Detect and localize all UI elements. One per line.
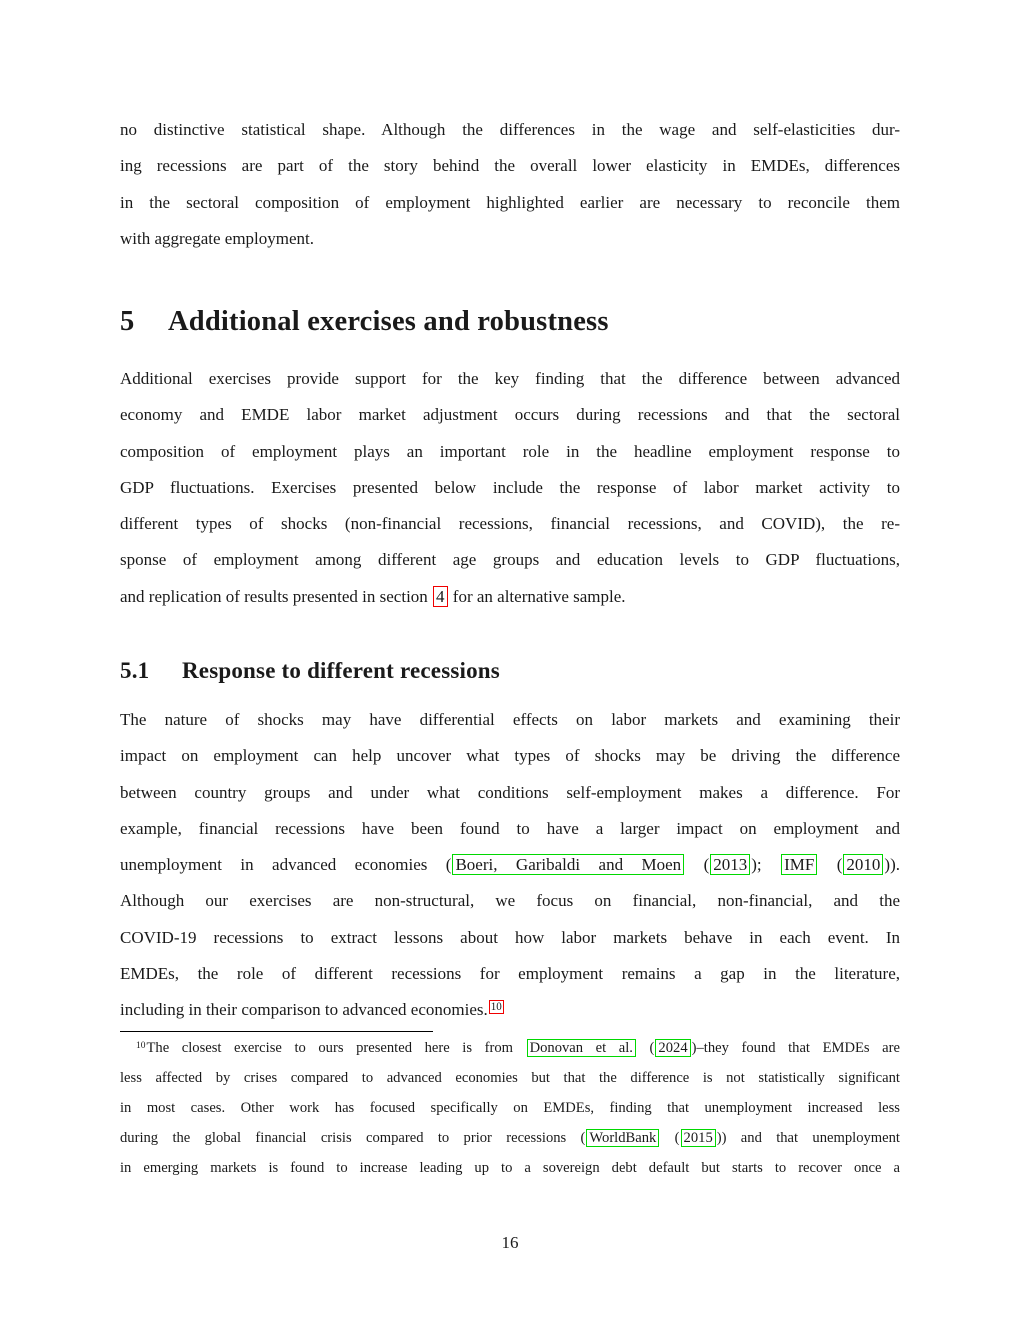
text-segment: ( — [660, 1130, 680, 1146]
text-segment: less affected by crises compared to advanced economies but that the difference is not statistically significant — [120, 1070, 900, 1086]
footnote-rule — [120, 1031, 433, 1032]
text-segment: for an alternative sample. — [448, 586, 626, 606]
paragraph-section5 — [120, 361, 900, 615]
text-segment: Although our exercises are non-structural, we focus on financial, non-financial, and the — [120, 891, 900, 911]
text-segment: in the sectoral composition of employment highlighted earlier are necessary to reconcile them — [120, 192, 900, 212]
text-line — [120, 1033, 900, 1063]
text-segment: )–they found that EMDEs are — [691, 1040, 900, 1056]
text-line — [120, 1093, 900, 1123]
text-line — [120, 956, 900, 992]
section-title: Additional exercises and robustness — [168, 306, 609, 337]
text-segment: The nature of shocks may have differential effects on labor markets and examining their — [120, 710, 900, 729]
subsection-5-1-heading — [120, 657, 900, 685]
text-segment: ( — [636, 1040, 655, 1056]
citation-boeri-garibaldi-moen[interactable]: Boeri, Garibaldi and Moen — [452, 854, 684, 875]
citation-year-2013[interactable]: 2013 — [710, 854, 750, 875]
citation-donovan-et-al[interactable]: Donovan et al. — [527, 1039, 636, 1057]
text-line — [120, 738, 900, 774]
text-segment: in most cases. Other work has focused specifically on EMDEs, finding that unemployment increased less — [120, 1100, 900, 1116]
text-line — [120, 883, 900, 919]
section-5-heading — [120, 305, 900, 339]
text-segment: example, financial recessions have been found to have a larger impact on employment and — [120, 818, 900, 838]
citation-year-2024[interactable]: 2024 — [655, 1039, 690, 1057]
text-line — [120, 1123, 900, 1153]
text-line — [120, 112, 900, 148]
text-segment: composition of employment plays an important role in the headline employment response to — [120, 441, 900, 461]
text-line — [120, 148, 900, 184]
text-line — [120, 811, 900, 847]
text-segment: ); — [751, 855, 781, 875]
text-segment: GDP fluctuations. Exercises presented below include the response of labor market activity to — [120, 477, 900, 497]
text-segment: )) and that unemployment — [716, 1130, 900, 1146]
subsection-number: 5.1 — [120, 658, 150, 683]
footnote-10 — [120, 1033, 900, 1183]
text-segment: ( — [818, 855, 843, 875]
text-segment: impact on employment can help uncover what types of shocks may be driving the difference — [120, 746, 900, 766]
text-line — [120, 579, 900, 615]
text-segment: no distinctive statistical shape. Although the differences in the wage and self-elasticities dur- — [120, 120, 900, 139]
text-line — [120, 992, 900, 1028]
text-segment: during the global financial crisis compared to prior recessions ( — [120, 1130, 586, 1146]
text-line — [120, 221, 900, 257]
text-segment: EMDEs, the role of different recessions for employment remains a gap in the literature, — [120, 964, 900, 984]
text-line — [120, 702, 900, 738]
citation-year-2015[interactable]: 2015 — [681, 1129, 716, 1147]
text-segment: ing recessions are part of the story behind the overall lower elasticity in EMDEs, differences — [120, 156, 900, 176]
text-line — [120, 185, 900, 221]
text-segment: with aggregate employment. — [120, 228, 315, 248]
citation-imf[interactable]: IMF — [781, 854, 817, 875]
citation-worldbank[interactable]: WorldBank — [586, 1129, 659, 1147]
footnote-10-ref-link[interactable]: 10 — [490, 1001, 502, 1014]
text-segment: including in their comparison to advanced economies. — [120, 1000, 488, 1020]
citation-year-2010[interactable]: 2010 — [843, 854, 883, 875]
text-line — [120, 920, 900, 956]
text-segment: COVID-19 recessions to extract lessons about how labor markets behave in each event. In — [120, 927, 900, 947]
section-4-ref-link[interactable]: 4 — [433, 586, 448, 607]
paragraph-intro — [120, 112, 900, 257]
text-line — [120, 434, 900, 470]
footnote-marker: 10 — [136, 1040, 146, 1051]
text-line — [120, 1063, 900, 1093]
text-line — [120, 847, 900, 883]
text-segment: between country groups and under what conditions self-employment makes a difference. For — [120, 782, 900, 802]
text-segment: )). — [884, 855, 900, 875]
subsection-title: Response to different recessions — [182, 658, 500, 683]
text-segment: unemployment in advanced economies ( — [120, 855, 452, 875]
text-line — [120, 542, 900, 578]
text-segment: economy and EMDE labor market adjustment occurs during recessions and that the sectoral — [120, 405, 900, 425]
text-segment: in emerging markets is found to increase leading up to a sovereign debt default but starts to recover once a — [120, 1160, 900, 1176]
text-segment: The closest exercise to ours presented here is from — [146, 1040, 526, 1056]
text-segment: ( — [685, 855, 710, 875]
section-number: 5 — [120, 306, 135, 337]
text-line — [120, 506, 900, 542]
text-line — [120, 775, 900, 811]
text-segment: Additional exercises provide support for the key finding that the difference between advanced — [120, 369, 900, 388]
text-line — [120, 1153, 900, 1183]
text-line — [120, 397, 900, 433]
page-number: 16 — [501, 1233, 519, 1252]
text-segment: sponse of employment among different age groups and education levels to GDP fluctuations, — [120, 550, 900, 570]
text-line — [120, 361, 900, 397]
text-line — [120, 470, 900, 506]
text-segment: different types of shocks (non-financial recessions, financial recessions, and COVID), the re- — [120, 514, 900, 534]
paragraph-subsection5-1 — [120, 702, 900, 1029]
text-segment: and replication of results presented in section — [120, 586, 433, 606]
